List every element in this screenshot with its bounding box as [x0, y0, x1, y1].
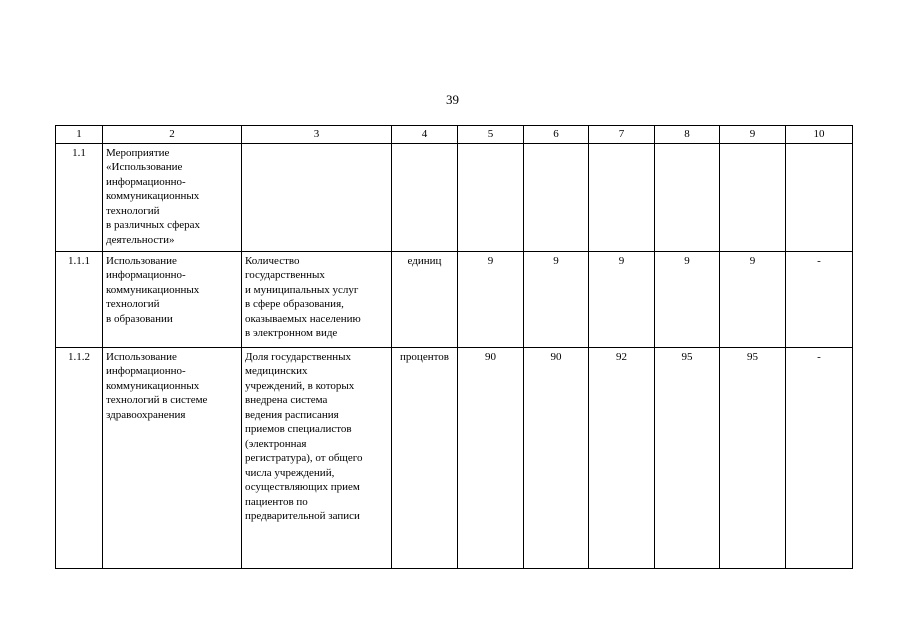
- row-indicator: Доля государственных медицинских учреждений, в которых внедрена система ведения расписания приемов специалистов (электронная регистратура), от общего числа учреждений, осуществляющих прием пациентов по предварительной записи: [242, 347, 392, 568]
- header-row: [56, 126, 853, 144]
- page-number: 39: [446, 92, 459, 107]
- row-value: [786, 143, 853, 251]
- row-value: 95: [720, 347, 786, 568]
- row-value: -: [786, 347, 853, 568]
- row-name: Мероприятие «Использование информационно- коммуникационных технологий в различных сферах деятельности»: [103, 143, 242, 251]
- row-unit: единиц: [392, 251, 458, 347]
- row-value: [720, 143, 786, 251]
- row-number: 1.1.2: [56, 347, 103, 568]
- row-value: 90: [524, 347, 589, 568]
- header-cell: 10: [786, 126, 853, 144]
- row-unit: процентов: [392, 347, 458, 568]
- row-value: 9: [589, 251, 655, 347]
- row-value: 9: [655, 251, 720, 347]
- row-value: 9: [458, 251, 524, 347]
- header-cell: 8: [655, 126, 720, 144]
- header-cell: 7: [589, 126, 655, 144]
- row-value: -: [786, 251, 853, 347]
- row-name: Использование информационно- коммуникационных технологий в образовании: [103, 251, 242, 347]
- header-cell: 4: [392, 126, 458, 144]
- table-row: [56, 143, 853, 251]
- row-name: Использование информационно- коммуникационных технологий в системе здравоохранения: [103, 347, 242, 568]
- row-value: [589, 143, 655, 251]
- header-cell: 9: [720, 126, 786, 144]
- table-row: [56, 347, 853, 568]
- row-unit: [392, 143, 458, 251]
- row-value: 95: [655, 347, 720, 568]
- indicators-table: [55, 125, 853, 569]
- row-value: [524, 143, 589, 251]
- row-value: [655, 143, 720, 251]
- row-value: 90: [458, 347, 524, 568]
- row-value: 9: [720, 251, 786, 347]
- row-value: 9: [524, 251, 589, 347]
- header-cell: 1: [56, 126, 103, 144]
- table-row: [56, 251, 853, 347]
- row-indicator: Количество государственных и муниципальных услуг в сфере образования, оказываемых населению в электронном виде: [242, 251, 392, 347]
- row-value: [458, 143, 524, 251]
- row-number: 1.1: [56, 143, 103, 251]
- row-value: 92: [589, 347, 655, 568]
- header-cell: 2: [103, 126, 242, 144]
- header-cell: 6: [524, 126, 589, 144]
- header-cell: 3: [242, 126, 392, 144]
- row-number: 1.1.1: [56, 251, 103, 347]
- row-indicator: [242, 143, 392, 251]
- header-cell: 5: [458, 126, 524, 144]
